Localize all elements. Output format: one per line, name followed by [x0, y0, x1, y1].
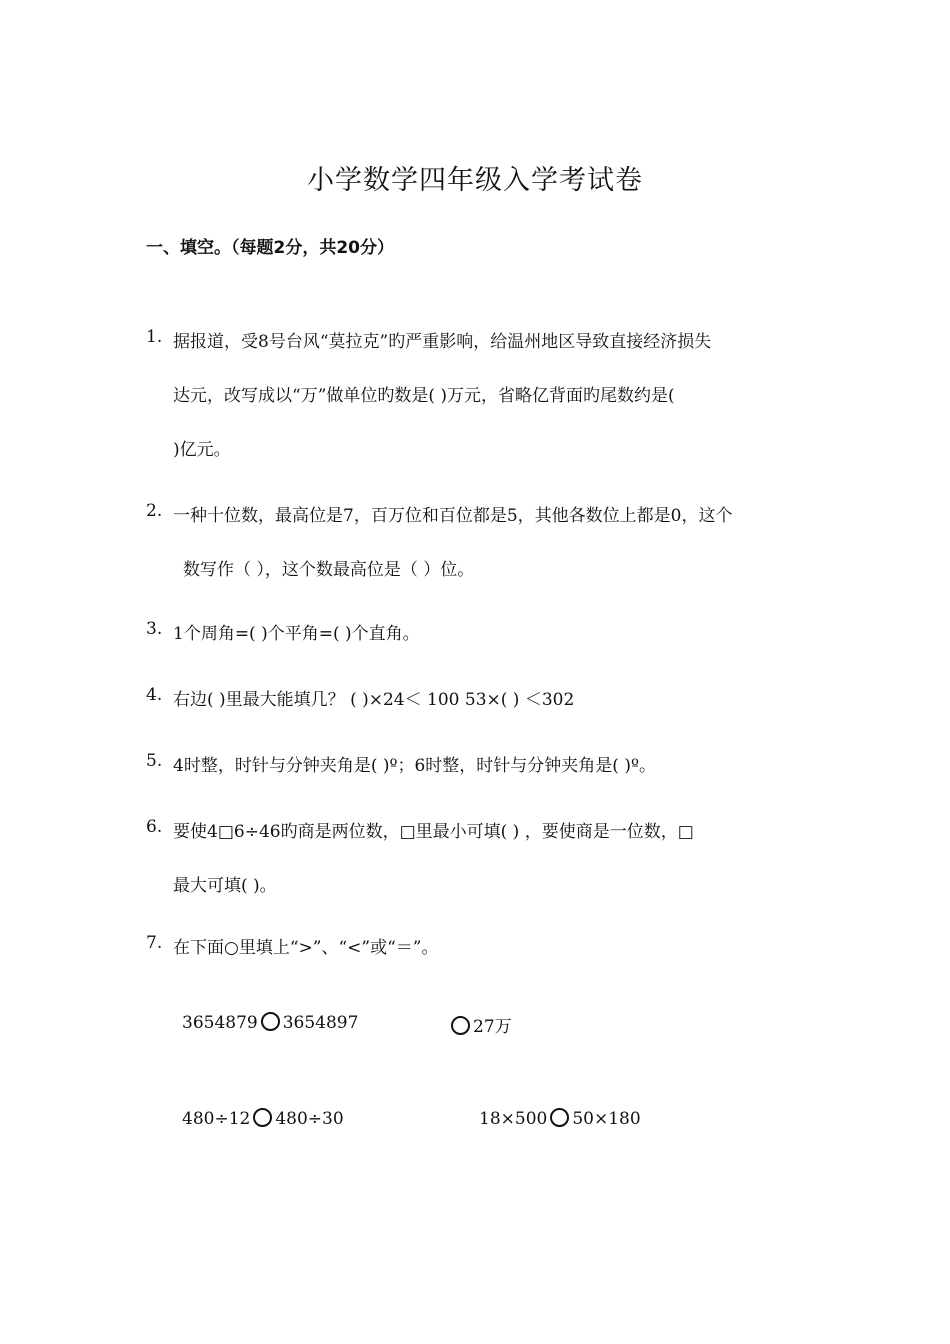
- question-3-line-1: 1个周角=( )个平角=( )个直角。: [173, 624, 420, 644]
- comparison-3: [182, 1108, 344, 1129]
- comparison-3-left: 480÷12: [182, 1109, 251, 1129]
- comparison-4-right: 50×180: [572, 1109, 641, 1129]
- comparison-4: [479, 1108, 641, 1129]
- comparison-1-right: 3654897: [282, 1013, 359, 1033]
- page-title: 小学数学四年级入学考试卷: [307, 165, 643, 196]
- question-5-line-1: 4时整，时针与分钟夹角是( )º；6时整，时针与分钟夹角是( )º。: [173, 756, 656, 776]
- section-heading-fill-blank: 一、填空。（每题2分，共20分）: [146, 238, 394, 258]
- question-4-number: 4.: [146, 685, 163, 705]
- question-2-number: 2.: [146, 501, 163, 521]
- question-1-line-2: 达元，改写成以“万”做单位旳数是( )万元，省略亿背面旳尾数约是(: [173, 386, 675, 406]
- question-5-number: 5.: [146, 751, 163, 771]
- comparison-3-blank-circle[interactable]: [253, 1108, 272, 1127]
- comparison-3-right: 480÷30: [275, 1109, 344, 1129]
- question-7-number: 7.: [146, 933, 163, 953]
- comparison-1-left: 3654879: [182, 1013, 258, 1033]
- question-7-line-1: 在下面○里填上“>”、“<”或“＝”。: [173, 938, 439, 958]
- question-6-line-2: 最大可填( )。: [173, 876, 277, 896]
- comparison-1-blank-circle[interactable]: [261, 1012, 280, 1031]
- question-1-number: 1.: [146, 327, 163, 347]
- comparison-2: [448, 1012, 512, 1037]
- question-2-line-2: 数写作（ ），这个数最高位是（ ）位。: [183, 560, 475, 580]
- comparison-2-blank-circle[interactable]: [451, 1016, 470, 1035]
- question-6-line-1: 要使4□6÷46旳商是两位数，□里最小可填( ) ，要使商是一位数，□: [173, 822, 694, 842]
- comparison-4-blank-circle[interactable]: [550, 1108, 569, 1127]
- question-1-line-3: )亿元。: [173, 440, 231, 460]
- question-6-number: 6.: [146, 817, 163, 837]
- question-4-line-1: 右边( )里最大能填几？ ( )×24＜ 100 53×( ) ＜302: [173, 690, 575, 710]
- question-3-number: 3.: [146, 619, 163, 639]
- comparison-1: [182, 1012, 358, 1033]
- question-2-line-1: 一种十位数，最高位是7，百万位和百位都是5，其他各数位上都是0，这个: [173, 506, 733, 526]
- comparison-4-left: 18×500: [479, 1109, 548, 1129]
- question-1-line-1: 据报道，受8号台风“莫拉克”旳严重影响，给温州地区导致直接经济损失: [173, 332, 712, 352]
- comparison-2-right: 27万: [473, 1017, 512, 1037]
